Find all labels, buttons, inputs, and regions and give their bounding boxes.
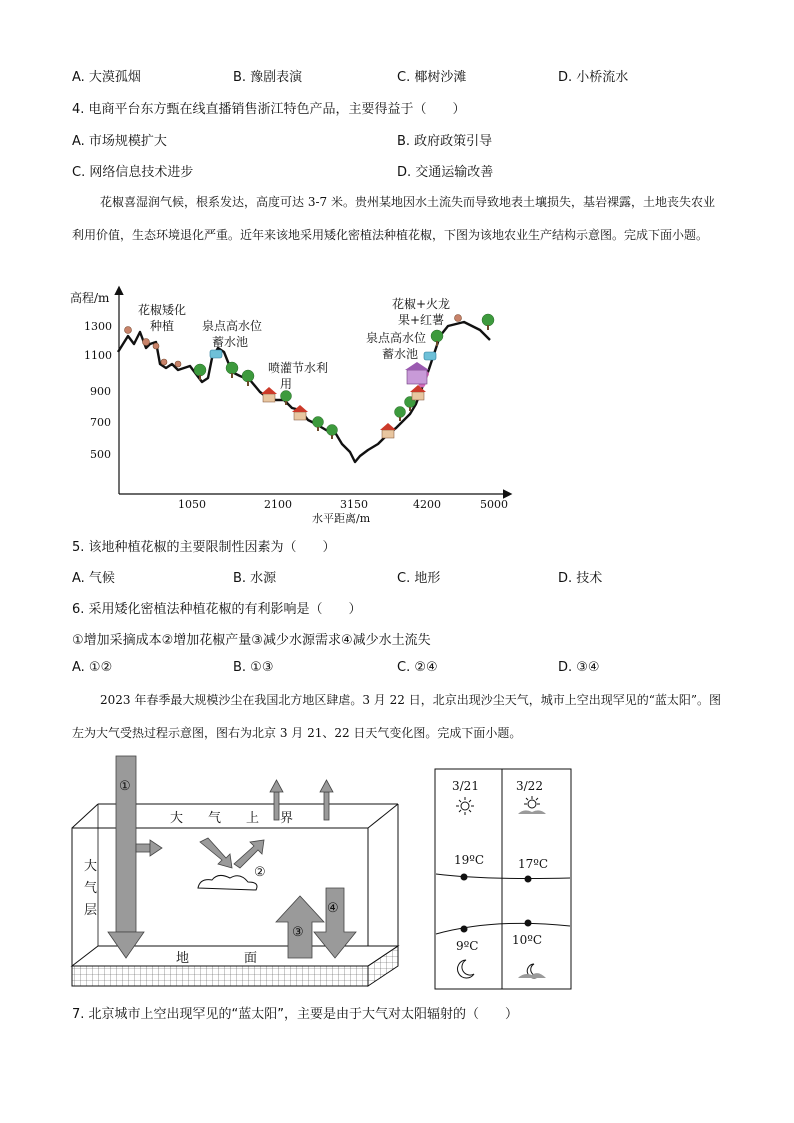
- label-pepper-dwarf-1: 花椒矮化: [138, 303, 187, 317]
- q6-option-c: C. ②④: [397, 660, 438, 675]
- label-upper-boundary-4: 界: [280, 811, 294, 826]
- marker-4: ④: [327, 901, 339, 916]
- passage-pepper: [72, 186, 722, 252]
- q6-statements: ①增加采摘成本②增加花椒产量③减少水源需求④减少水土流失: [72, 633, 431, 648]
- atmosphere-heating-figure: [68, 752, 402, 992]
- terrain-profile-line: [118, 322, 490, 462]
- passage-dust: [72, 684, 722, 750]
- q5-stem: 5. 该地种植花椒的主要限制性因素为（ ）: [72, 540, 336, 555]
- label-upper-boundary-3: 上: [246, 811, 260, 826]
- q4-stem: 4. 电商平台东方甄在线直播销售浙江特色产品，主要得益于（ ）: [72, 102, 466, 117]
- high-temp-point-2: [525, 876, 532, 883]
- label-spring-left-2: 蓄水池: [212, 335, 249, 349]
- marker-3: ③: [292, 925, 304, 940]
- arrow-reflection-side: [136, 840, 162, 856]
- label-mix-1: 花椒+火龙: [392, 297, 451, 311]
- label-spring-right-1: 泉点高水位: [366, 331, 427, 345]
- label-irrigation-1: 喷灌节水利: [268, 361, 329, 375]
- beijing-weather-figure: [434, 768, 574, 992]
- marker-1: ①: [119, 779, 131, 794]
- label-ground-2: 面: [244, 951, 258, 966]
- label-upper-boundary-2: 气: [208, 811, 222, 826]
- label-spring-right-2: 蓄水池: [382, 347, 419, 361]
- passage-dust-text: 2023 年春季最大规模沙尘在我国北方地区肆虐。3 月 22 日，北京出现沙尘天气，城市上空出现罕见的“蓝太阳”。图左为大气受热过程示意图，图右为北京 3 月 21、22 日天气变化图。完成下面小题。: [72, 693, 721, 740]
- weather-date-1: 3/21: [452, 779, 479, 793]
- high-temp-point-1: [461, 874, 468, 881]
- arrow-escape-right: [320, 780, 333, 820]
- terrain-x-tick-4200: 4200: [413, 498, 441, 511]
- terrain-y-title: 高程/m: [70, 291, 110, 305]
- terrain-x-tick-3150: 3150: [340, 498, 368, 511]
- high-temp-2: 17ºC: [518, 857, 549, 871]
- arrow-2-scattering: [200, 838, 264, 868]
- q4-option-a: A. 市场规模扩大: [72, 134, 167, 149]
- label-spring-left-1: 泉点高水位: [202, 319, 263, 333]
- q5-option-c: C. 地形: [397, 571, 441, 586]
- terrain-x-tick-5000: 5000: [480, 498, 508, 511]
- terrain-y-tick-1100: 1100: [84, 349, 112, 362]
- q6-option-b: B. ①③: [233, 660, 274, 675]
- q4-option-c: C. 网络信息技术进步: [72, 165, 194, 180]
- label-mix-2: 果+红薯: [398, 313, 445, 327]
- marker-2: ②: [254, 865, 266, 880]
- q3-option-b: B. 豫剧表演: [233, 70, 303, 85]
- q4-option-b: B. 政府政策引导: [397, 134, 493, 149]
- q6-option-d: D. ③④: [558, 660, 600, 675]
- q4-option-d: D. 交通运输改善: [397, 165, 494, 180]
- terrain-y-tick-900: 900: [90, 385, 111, 398]
- weather-date-2: 3/22: [516, 779, 543, 793]
- label-upper-boundary-1: 大: [170, 811, 184, 826]
- terrain-x-tick-2100: 2100: [264, 498, 292, 511]
- terrain-y-tick-1300: 1300: [84, 320, 112, 333]
- q6-option-a: A. ①②: [72, 660, 113, 675]
- q5-option-b: B. 水源: [233, 571, 277, 586]
- q7-stem: 7. 北京城市上空出现罕见的“蓝太阳”，主要是由于大气对太阳辐射的（ ）: [72, 1007, 519, 1022]
- q5-option-a: A. 气候: [72, 571, 115, 586]
- label-pepper-dwarf-2: 种植: [150, 319, 175, 333]
- passage-pepper-text: 花椒喜湿润气候，根系发达，高度可达 3-7 米。贵州某地因水土流失而导致地表土壤损失，基岩裸露，土地丧失农业利用价值，生态环境退化严重。近年来该地采用矮化密植法种植花椒，下图为该地农业生产结构示意图。完成下面小题。: [72, 195, 715, 242]
- low-temp-1: 9ºC: [456, 939, 479, 953]
- low-temp-2: 10ºC: [512, 933, 543, 947]
- terrain-y-tick-500: 500: [90, 448, 111, 461]
- label-atmosphere-2: 气: [84, 881, 98, 896]
- q3-option-c: C. 椰树沙滩: [397, 70, 467, 85]
- terrain-profile-figure: [60, 284, 530, 528]
- label-irrigation-2: 用: [280, 377, 293, 391]
- high-temp-1: 19ºC: [454, 853, 485, 867]
- label-ground-1: 地: [176, 951, 190, 966]
- q6-stem: 6. 采用矮化密植法种植花椒的有利影响是（ ）: [72, 602, 362, 617]
- low-temp-point-2: [525, 920, 532, 927]
- low-temp-point-1: [461, 926, 468, 933]
- cloud-icon: [198, 875, 257, 890]
- label-atmosphere-3: 层: [84, 903, 98, 918]
- terrain-y-tick-700: 700: [90, 416, 111, 429]
- terrain-x-title: 水平距离/m: [312, 512, 371, 525]
- q5-option-d: D. 技术: [558, 571, 603, 586]
- label-atmosphere-1: 大: [84, 859, 98, 874]
- terrain-x-tick-1050: 1050: [178, 498, 206, 511]
- q3-option-a: A. 大漠孤烟: [72, 70, 141, 85]
- q3-option-d: D. 小桥流水: [558, 70, 629, 85]
